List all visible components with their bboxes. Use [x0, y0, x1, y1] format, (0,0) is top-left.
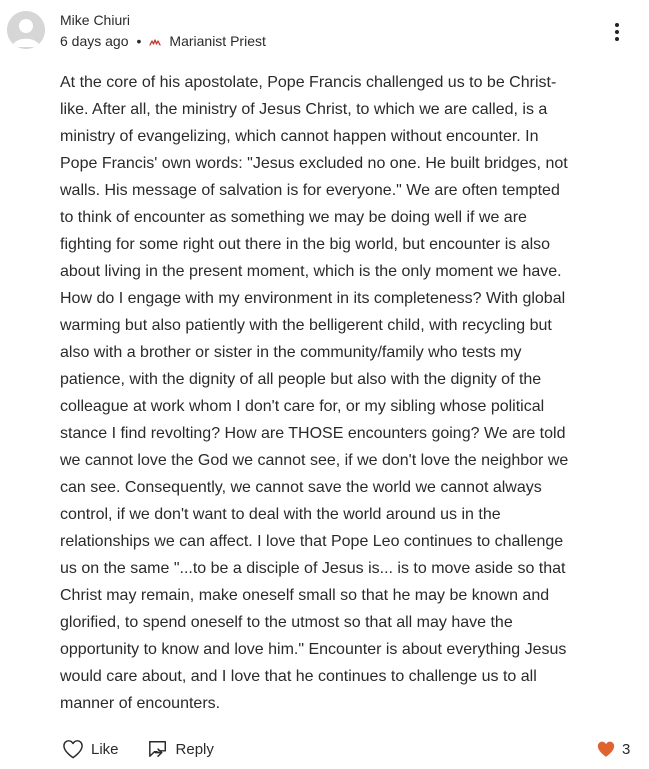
heart-outline-icon [62, 739, 84, 759]
more-dot [615, 23, 619, 27]
reply-label: Reply [175, 740, 214, 758]
marianist-badge-icon [149, 35, 161, 47]
like-count-value: 3 [622, 740, 631, 758]
timestamp: 6 days ago [60, 33, 129, 49]
heart-filled-icon [596, 740, 616, 758]
like-label: Like [91, 740, 119, 758]
avatar-icon [7, 11, 45, 49]
reply-icon [147, 739, 169, 759]
more-options-icon[interactable] [606, 19, 628, 45]
meta-separator: • [136, 33, 142, 49]
avatar[interactable] [7, 11, 45, 49]
author-role: Marianist Priest [169, 33, 266, 49]
comment-meta [60, 32, 266, 50]
more-dot [615, 30, 619, 34]
like-button[interactable] [62, 739, 119, 759]
like-count[interactable] [596, 737, 630, 761]
author-name[interactable]: Mike Chiuri [60, 12, 131, 28]
comment-body: At the core of his apostolate, Pope Francis challenged us to be Christ- like. After all, the ministry of Jesus Christ, to which we are called, is a ministry of evangelizing, which cannot happen without encounter. In Pope Francis' own words: "Jesus excluded no one. He built bridges, not walls. His message of salvation is for everyone." We are often tempted to think of encounter as something we may be doing well if we are fighting for some right out there in the big world, but encounter is also about living in the present moment, which is the only moment we have. How do I engage with my environment in its completeness? With global warming but also patiently with the belligerent child, with recycling but also with a brother or sister in the community/family who tests my patience, with the dignity of all people but also with the dignity of the colleague at work whom I don't care for, or my sibling whose political stance I find revolting? How are THOSE encounters going? We are told we cannot love the God we cannot see, if we don't love the neighbor we can see. Consequently, we cannot save the world we cannot always control, if we don't want to deal with the world around us in the relationships we can affect. I love that Pope Leo continues to challenge us on the same "...to be a disciple of Jesus is... is to move aside so that Christ may remain, make oneself small so that he may be known and glorified, to spend oneself to the utmost so that all may have the opportunity to know and love him." Encounter is about everything Jesus would care about, and I love that he continues to challenge us to all manner of encounters. [60, 74, 569, 712]
comment-actions [62, 736, 242, 762]
reply-button[interactable] [147, 739, 214, 759]
more-dot [615, 37, 619, 41]
